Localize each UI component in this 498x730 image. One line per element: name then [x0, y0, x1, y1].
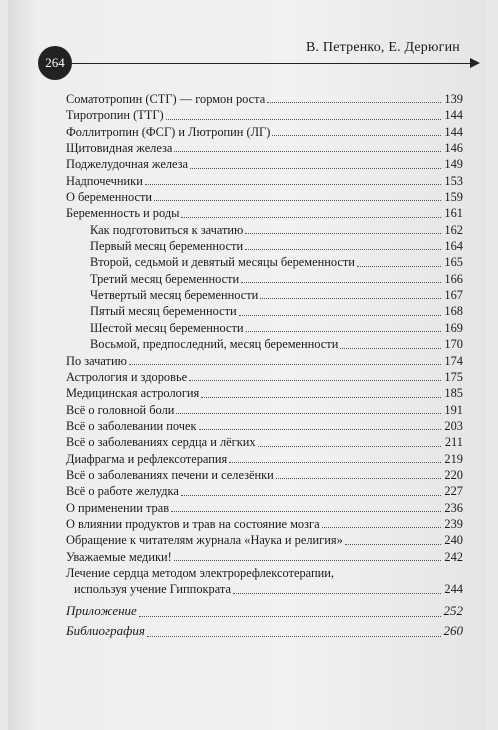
toc-entry-title-line2: используя учение Гиппократа [74, 582, 231, 597]
toc-entry-page: 244 [444, 582, 463, 597]
toc-entry-title: Библиография [66, 622, 145, 638]
toc-leader [166, 119, 441, 120]
toc-leader [181, 495, 441, 496]
toc-entry-page: 165 [444, 255, 463, 270]
toc-entry-page: 175 [444, 369, 463, 384]
toc-entry-title: Поджелудочная железа [66, 157, 189, 172]
toc-entry-page: 219 [444, 451, 463, 466]
toc-entry-page: 162 [444, 222, 463, 237]
toc-leader [267, 102, 441, 103]
toc-leader [258, 446, 441, 447]
toc-entry-title: Второй, седьмой и девятый месяцы беременности [90, 255, 355, 270]
toc-leader [272, 135, 441, 136]
toc-leader [246, 331, 441, 332]
toc-entry-title: Уважаемые медики! [66, 549, 172, 564]
toc-leader [239, 315, 441, 316]
toc-entry [66, 451, 463, 467]
toc-leader [245, 233, 441, 234]
toc-entry-title: Приложение [66, 602, 137, 618]
toc-entry [66, 385, 463, 401]
toc-entry-page: 153 [444, 173, 463, 188]
running-head-authors: В. Петренко, Е. Дерюгин [305, 40, 460, 55]
page-number-badge: 264 [38, 46, 72, 80]
toc-entry [66, 107, 463, 123]
toc-entry-page: 144 [444, 124, 463, 139]
toc-entry [66, 336, 463, 352]
toc-entry-page: 139 [444, 92, 463, 106]
toc-entry-page: 149 [444, 157, 463, 172]
toc-entry [66, 353, 463, 369]
toc-leader [145, 184, 441, 185]
toc-leader [233, 593, 441, 594]
toc-entry-title: Восьмой, предпоследний, месяц беременности [90, 337, 339, 352]
toc-entry [66, 156, 463, 172]
toc-leader [322, 527, 441, 528]
toc-entry [66, 140, 463, 156]
toc-entry [66, 303, 463, 319]
toc-entry-title: Всё о заболевании почек [66, 418, 197, 433]
toc-entry-page: 161 [444, 206, 463, 221]
toc-entry-page: 159 [444, 190, 463, 205]
toc-leader [276, 478, 441, 479]
toc-entry [66, 91, 463, 107]
toc-leader [357, 266, 441, 267]
toc-entry-page: 185 [444, 386, 463, 401]
toc-entry-title: Астрология и здоровье [66, 369, 188, 384]
toc-entry-page: 203 [444, 418, 463, 433]
toc-entry-title: Как подготовиться к зачатию [90, 222, 244, 237]
toc-entry-page: 144 [444, 108, 463, 123]
book-page [8, 0, 486, 730]
toc-entry-title: Щитовидная железа [66, 141, 173, 156]
toc-entry-bibliography [66, 621, 463, 641]
toc-main-list [66, 91, 463, 565]
toc-leader [139, 616, 441, 617]
toc-entry-title: Надпочечники [66, 173, 143, 188]
toc-entry-page: 236 [444, 500, 463, 515]
toc-entry-title: Шестой месяц беременности [90, 320, 244, 335]
toc-leader [241, 282, 441, 283]
toc-leader [181, 217, 441, 218]
toc-entry [66, 205, 463, 221]
toc-entry-title: Тиротропин (ТТГ) [66, 108, 164, 123]
toc-entry-page: 166 [444, 271, 463, 286]
toc-entry-title: Пятый месяц беременности [90, 304, 237, 319]
toc-entry [66, 189, 463, 205]
toc-leader [147, 636, 441, 637]
toc-entry-title-line1: Лечение сердца методом электрорефлексотерапии, [66, 565, 334, 580]
toc-entry [66, 402, 463, 418]
toc-entry [66, 532, 463, 548]
toc-entry [66, 500, 463, 516]
toc-entry-title: Всё о заболеваниях сердца и лёгких [66, 435, 256, 450]
toc-leader [190, 168, 441, 169]
toc-entry-page: 174 [444, 353, 463, 368]
table-of-contents [66, 91, 463, 641]
toc-leader [176, 413, 441, 414]
toc-entry-page: 239 [444, 516, 463, 531]
header-rule [72, 63, 470, 64]
toc-entry [66, 549, 463, 565]
toc-entry-page: 146 [444, 141, 463, 156]
toc-entry [66, 467, 463, 483]
toc-entry [66, 320, 463, 336]
toc-leader [174, 151, 441, 152]
toc-leader [201, 397, 441, 398]
toc-leader [171, 511, 441, 512]
toc-entry-title: Первый месяц беременности [90, 239, 244, 254]
toc-leader [154, 200, 441, 201]
toc-entry-page: 211 [444, 435, 463, 450]
toc-entry [66, 254, 463, 270]
toc-entry-page: 220 [444, 467, 463, 482]
toc-entry-title: О применении трав [66, 500, 170, 515]
toc-entry-title: Соматотропин (СТГ) — гормон роста [66, 92, 266, 106]
toc-entry-multiline [66, 565, 463, 598]
toc-leader [245, 249, 441, 250]
toc-entry-page: 169 [444, 320, 463, 335]
toc-entry-page: 167 [444, 288, 463, 303]
toc-leader [345, 544, 441, 545]
page-header [38, 40, 480, 80]
toc-entry [66, 124, 463, 140]
toc-entry-title: О влиянии продуктов и трав на состояние мозга [66, 516, 320, 531]
toc-entry-page: 240 [444, 533, 463, 548]
toc-entry-page: 168 [444, 304, 463, 319]
toc-entry-title: По зачатию [66, 353, 127, 368]
toc-entry-title: Всё о заболеваниях печени и селезёнки [66, 467, 274, 482]
toc-leader [229, 462, 441, 463]
toc-entry [66, 238, 463, 254]
toc-leader [189, 380, 441, 381]
toc-entry-title: Фоллитропин (ФСГ) и Лютропин (ЛГ) [66, 124, 271, 139]
toc-entry-page: 164 [444, 239, 463, 254]
toc-entry-title: Диафрагма и рефлексотерапия [66, 451, 228, 466]
toc-entry-title: Беременность и роды [66, 206, 180, 221]
toc-entry [66, 222, 463, 238]
toc-entry-title: Обращение к читателям журнала «Наука и религия» [66, 533, 343, 548]
toc-entry [66, 434, 463, 450]
toc-entry-page: 242 [444, 549, 463, 564]
toc-entry-appendix [66, 601, 463, 621]
header-arrow-icon [470, 58, 480, 68]
toc-entry-page: 252 [443, 602, 463, 618]
toc-entry [66, 483, 463, 499]
toc-entry [66, 516, 463, 532]
toc-entry-page: 227 [444, 484, 463, 499]
toc-leader [129, 364, 441, 365]
toc-entry-page: 170 [444, 337, 463, 352]
toc-entry-title: Четвертый месяц беременности [90, 288, 259, 303]
toc-entry-title: Всё о работе желудка [66, 484, 179, 499]
toc-entry [66, 173, 463, 189]
toc-entry-title: О беременности [66, 190, 153, 205]
toc-entry [66, 369, 463, 385]
toc-entry [66, 418, 463, 434]
toc-entry [66, 271, 463, 287]
toc-leader [260, 298, 441, 299]
toc-entry-page: 191 [444, 402, 463, 417]
toc-leader [174, 560, 441, 561]
toc-entry-title: Всё о головной боли [66, 402, 175, 417]
toc-entry-title: Медицинская астрология [66, 386, 200, 401]
toc-leader [199, 429, 441, 430]
toc-entry-title: Третий месяц беременности [90, 271, 240, 286]
toc-entry-page: 260 [443, 622, 463, 638]
toc-entry [66, 287, 463, 303]
toc-leader [340, 348, 441, 349]
